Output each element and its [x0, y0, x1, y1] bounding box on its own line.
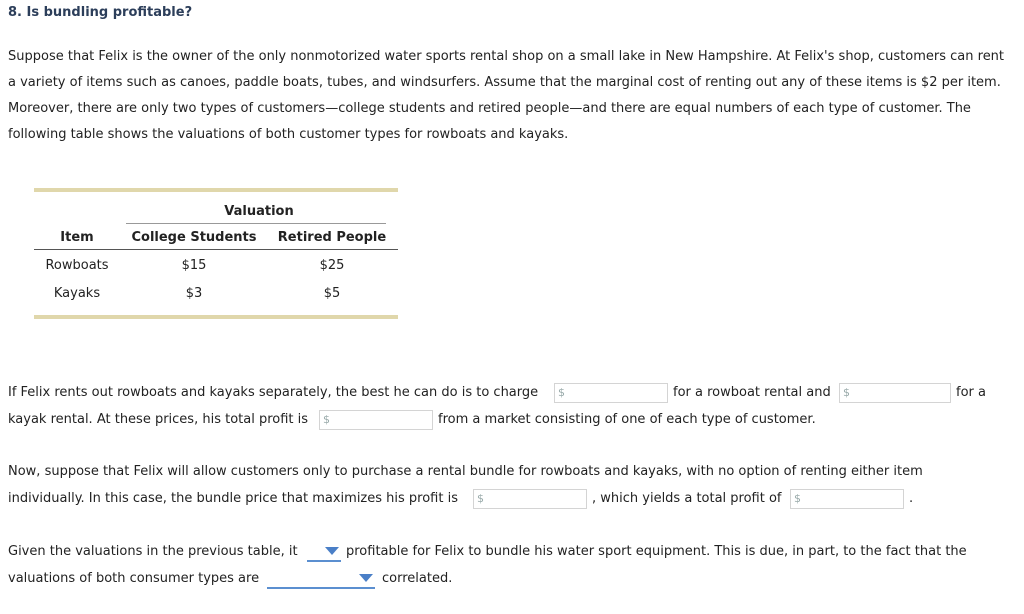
header-divider — [34, 249, 398, 250]
q1-text-3: for a — [956, 385, 986, 400]
q1-text-4: kayak rental. At these prices, his total profit is — [8, 412, 309, 427]
dollar-sign: $ — [477, 492, 484, 505]
q2-text-4: . — [909, 491, 914, 506]
col-header-item: Item — [60, 230, 94, 245]
q1-text-5: from a market consisting of one of each type of customer. — [438, 412, 816, 427]
chevron-down-icon — [359, 574, 373, 582]
rowboat-price-input[interactable] — [554, 383, 668, 403]
correlation-dropdown[interactable] — [267, 569, 375, 589]
bundle-profit-input[interactable] — [790, 489, 904, 509]
table-cell-students: $3 — [185, 286, 203, 301]
dollar-sign: $ — [323, 413, 330, 426]
table-row-item: Kayaks — [53, 286, 101, 301]
col-header-students: College Students — [131, 230, 257, 245]
table-bottom-rule — [34, 315, 398, 319]
q3-text-2: profitable for Felix to bundle his water sport equipment. This is due, in part, to the fact that the — [346, 544, 967, 559]
valuation-group-header: Valuation — [224, 204, 294, 219]
intro-paragraph: Suppose that Felix is the owner of the only nonmotorized water sports rental shop on a small lake in New Hampshire. At Felix's shop, customers can rent a variety of items such as canoes, paddle boats, tubes, and windsurfers. Assume that the marginal cost of renting out any of these items is $2 per item. Moreover, there are only two types of customers—college students and retired people—and there are equal numbers of each type of customer. The following table shows the valuations of both customer types for rowboats and kayaks. — [8, 49, 1005, 142]
q2-text-2: individually. In this case, the bundle price that maximizes his profit is — [8, 491, 458, 506]
table-cell-students: $15 — [181, 258, 207, 273]
dollar-sign: $ — [558, 386, 565, 399]
col-header-retired: Retired People — [277, 230, 387, 245]
chevron-down-icon — [325, 547, 339, 555]
table-row-item: Rowboats — [45, 258, 109, 273]
valuation-table — [34, 188, 398, 301]
bundle-price-input[interactable] — [473, 489, 587, 509]
q3-text-1: Given the valuations in the previous table, it — [8, 544, 298, 559]
separate-profit-input[interactable] — [319, 410, 433, 430]
q2-text-3: , which yields a total profit of — [592, 491, 782, 506]
dollar-sign: $ — [843, 386, 850, 399]
table-cell-retired: $25 — [319, 258, 345, 273]
q3-text-3: valuations of both consumer types are — [8, 571, 260, 586]
question-title: 8. Is bundling profitable? — [8, 5, 193, 20]
profitable-dropdown[interactable] — [307, 542, 341, 562]
table-cell-retired: $5 — [323, 286, 341, 301]
q2-text-1: Now, suppose that Felix will allow customers only to purchase a rental bundle for rowboats and kayaks, with no option of renting either item — [8, 464, 923, 479]
group-header-divider — [126, 223, 386, 224]
q1-text-2: for a rowboat rental and — [673, 385, 831, 400]
dollar-sign: $ — [794, 492, 801, 505]
table-top-rule — [34, 188, 398, 192]
q1-text-1: If Felix rents out rowboats and kayaks separately, the best he can do is to charge — [8, 385, 539, 400]
q3-text-4: correlated. — [382, 571, 453, 586]
kayak-price-input[interactable] — [839, 383, 951, 403]
